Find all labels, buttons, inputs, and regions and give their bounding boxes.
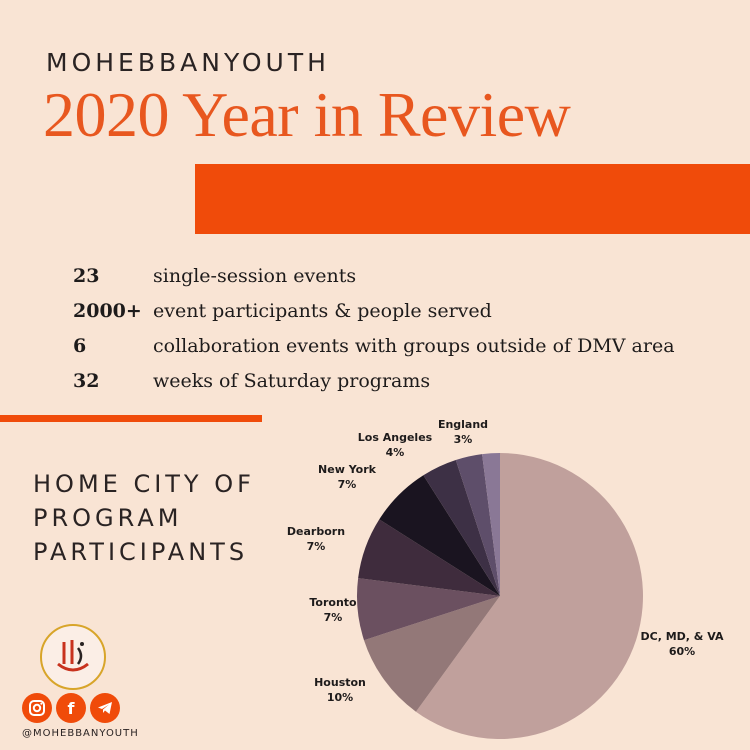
slice-label: Toronto [309,596,357,609]
slice-label: Houston [314,676,366,689]
stat-label: collaboration events with groups outside of DMV area [153,334,675,357]
facebook-icon[interactable]: f [56,693,86,723]
section-title-line: HOME CITY OF [33,470,255,498]
slice-label: Los Angeles [357,431,433,444]
logo-calligraphy-icon [50,634,96,680]
slice-label: England [437,418,489,431]
mohebban-logo [40,624,106,690]
stat-value: 32 [73,369,100,392]
telegram-icon[interactable] [90,693,120,723]
slice-percent: 7% [306,540,326,553]
stat-value: 23 [73,264,100,287]
slice-percent: 7% [323,611,343,624]
section-title-line: PROGRAM [33,504,183,532]
section-title-line: PARTICIPANTS [33,538,249,566]
stat-value: 6 [73,334,87,357]
slice-percent: 10% [326,691,354,704]
slice-percent: 7% [337,478,357,491]
instagram-icon[interactable] [22,693,52,723]
slice-percent: 60% [668,645,696,658]
slice-label: New York [318,463,376,476]
page-title: 2020 Year in Review [43,79,571,150]
stat-label: weeks of Saturday programs [153,369,431,392]
slice-label: DC, MD, & VA [640,630,724,643]
brand-name: MOHEBBANYOUTH [46,48,330,77]
stat-label: single-session events [153,264,357,287]
slice-label: Dearborn [286,525,346,538]
social-links [22,693,120,723]
slice-percent: 3% [453,433,473,446]
slice-percent: 4% [385,446,405,459]
stat-value: 2000+ [73,299,142,322]
stat-label: event participants & people served [153,299,492,322]
social-handle: @MOHEBBANYOUTH [22,728,139,739]
